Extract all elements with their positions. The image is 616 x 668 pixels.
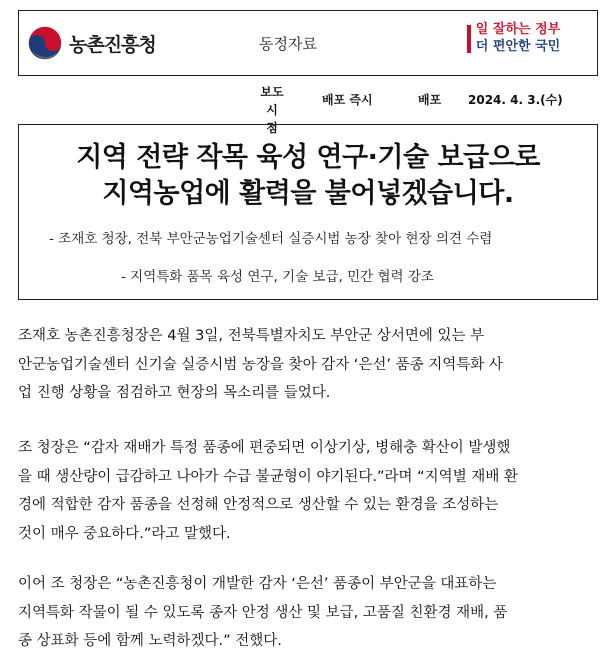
org-name: 농촌진흥청 xyxy=(69,33,156,56)
paragraph-line: 것이 매우 중요하다.”라고 말했다. xyxy=(18,525,231,542)
release-time-label-line-2: 점 xyxy=(266,121,278,135)
subtitle-2: - 지역특화 품목 육성 연구, 기술 보급, 민간 협력 강조 xyxy=(121,269,434,285)
body-paragraph-2 xyxy=(18,434,598,548)
subtitle-1: - 조재호 청장, 전북 부안군농업기술센터 실증시범 농장 찾아 현장 의견 수렴 xyxy=(49,231,493,247)
headline-line-2: 지역농업에 활력을 불어넣겠습니다. xyxy=(102,178,514,209)
taegeuk-logo-icon xyxy=(27,25,63,61)
headline-box xyxy=(18,124,598,300)
header-box xyxy=(18,10,598,76)
distribution-label: 배포 xyxy=(418,93,442,107)
slogan-line-1: 일 잘하는 정부 xyxy=(475,22,561,37)
paragraph-line: 이어 조 청장은 “농촌진흥청이 개발한 감자 ‘은선’ 품종이 부안군을 대표하는 xyxy=(18,576,497,592)
slogan-line-2: 더 편안한 국민 xyxy=(475,39,561,54)
slogan-accent-bar xyxy=(467,25,471,53)
release-time-value: 배포 즉시 xyxy=(322,93,373,107)
body-paragraph-1 xyxy=(18,322,598,408)
government-slogan xyxy=(465,21,571,55)
doc-type-label: 동정자료 xyxy=(259,35,317,53)
org-logo xyxy=(27,25,156,61)
distribution-date: 2024. 4. 3.(수) xyxy=(468,93,563,107)
paragraph-line: 경에 적합한 감자 품종을 선정해 안정적으로 생산할 수 있는 환경을 조성하는 xyxy=(18,497,499,513)
paragraph-line: 조재호 농촌진흥청장은 4월 3일, 전북특별자치도 부안군 상서면에 있는 부 xyxy=(18,328,485,344)
paragraph-line: 지역특화 작물이 될 수 있도록 종자 안정 생산 및 보급, 고품질 친환경 재배, 품 xyxy=(18,604,508,621)
paragraph-line: 종 상표화 등에 함께 노력하겠다.” 전했다. xyxy=(18,633,282,649)
body-paragraph-3 xyxy=(18,570,598,656)
headline-line-1: 지역 전략 작목 육성 연구·기술 보급으로 xyxy=(76,142,540,173)
paragraph-line: 조 청장은 “감자 재배가 특정 품종에 편중되면 이상기상, 병해충 확산이 발생했 xyxy=(18,440,511,456)
paragraph-line: 을 때 생산량이 급감하고 나아가 수급 불균형이 야기된다.”라며 “지역별 재배 환 xyxy=(18,468,518,485)
release-time-label-line-1: 보도 시 xyxy=(260,85,284,117)
paragraph-line: 안군농업기술센터 신기술 실증시범 농장을 찾아 감자 ‘은선’ 품종 지역특화 사 xyxy=(18,356,503,373)
paragraph-line: 업 진행 상황을 점검하고 현장의 목소리를 들었다. xyxy=(18,385,331,401)
